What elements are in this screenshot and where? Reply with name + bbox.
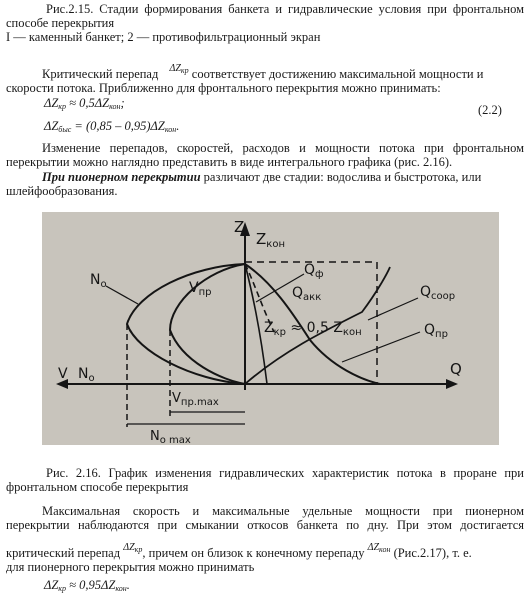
paragraph-text: , причем он близок к конечному перепаду (142, 546, 365, 560)
q-axis-arrow-icon (446, 379, 458, 389)
figure-caption-2-16-cont: фронтальном способе перекрытия (6, 480, 189, 494)
v-pr-curve-label: $V_{пр}$ (189, 280, 212, 298)
n-o-leader (106, 286, 138, 304)
paragraph-text: критический перепад (6, 546, 121, 560)
n-o-curve (127, 264, 245, 384)
figure-legend-2-15: I — каменный банкет; 2 — противофильтрационный экран (6, 30, 321, 44)
inline-formula-dz-kon: ΔZкон (367, 542, 391, 554)
emphasis-pioneer-closure: При пионерном перекрытии (42, 170, 201, 184)
n-o-axis-label: $N_о$ (78, 366, 95, 384)
figure-caption-2-15: Рис.2.15. Стадии формирования банкета и гидравлические условия при фронтальном (46, 2, 524, 16)
formula-dz-kr: $\Delta Z_{кр} \approx 0,5\Delta Z_{кон}$; (44, 96, 125, 111)
v-pr-max-label: $V_{пр.max}$ (172, 391, 219, 408)
paragraph-text: (Рис.2.17), т. е. (393, 546, 472, 560)
paragraph-text: различают две стадии: водослива и быстротока, или (203, 170, 482, 184)
paragraph-pioneer-cont: шлейфообразования. (6, 184, 118, 198)
v-pr-curve (170, 264, 245, 384)
paragraph-critical-drop-cont: скорости потока. Приближенно для фронтального перекрытия можно принимать: (6, 81, 441, 95)
paragraph-max-velocity: Максимальная скорость и максимальные удельные мощности при пионерном (42, 504, 524, 518)
paragraph-text: соответствует достижению максимальной мощности и (191, 67, 484, 81)
figure-caption-2-16: Рис. 2.16. График изменения гидравлических характеристик потока в проране при (46, 466, 524, 480)
paragraph-text: Критический перепад (42, 67, 159, 81)
formula-dz-kr-pioneer: $\Delta Z_{кр} \approx 0,95\Delta Z_{кон}$. (44, 578, 130, 593)
v-axis-label: V (58, 366, 68, 382)
z-axis-label: Z (234, 218, 245, 236)
paragraph-integral-graph: Изменение перепадов, скоростей, расходов и мощности потока при фронтальном (42, 141, 524, 155)
paragraph-max-velocity-cont3: для пионерного перекрытия можно принимать (6, 560, 255, 574)
n-o-curve-label: $N_о$ (90, 272, 107, 290)
figure-caption-2-15-cont: способе перекрытия (6, 16, 115, 30)
q-pr-label: $Q_{пр}$ (424, 322, 448, 340)
figure-2-16-graph (42, 212, 499, 445)
inline-formula-dz-kr: ΔZкр (169, 63, 189, 75)
n-o-max-label: $N_{о max}$ (150, 429, 191, 445)
paragraph-pioneer (42, 170, 481, 184)
z-kon-label: $Z_{кон}$ (256, 230, 285, 250)
q-f-label: $Q_ф$ (304, 262, 324, 280)
paragraph-max-velocity-cont: перекрытии наблюдаются при смыкании откосов банкета по дну. При этом достигается (6, 518, 524, 532)
formula-dz-bys: $\Delta Z_{быс} = (0,85 - 0,95)\Delta Z_{кон}$. (44, 119, 180, 134)
q-axis-label: Q (450, 360, 462, 378)
z-kr-equation-label: $Z_{кр} \approx 0,5$ $Z_{кон}$ (264, 320, 362, 338)
q-akk-label: $Q_{акк}$ (292, 285, 322, 303)
inline-formula-dz-kr-2: ΔZкр (123, 542, 143, 554)
equation-number: (2.2) (478, 103, 502, 117)
q-soor-leader (368, 298, 418, 320)
paragraph-integral-graph-cont: перекрытии можно наглядно представить в виде интегрального графика (рис. 2.16). (6, 155, 453, 169)
q-soor-label: $Q_{соор}$ (420, 284, 456, 302)
